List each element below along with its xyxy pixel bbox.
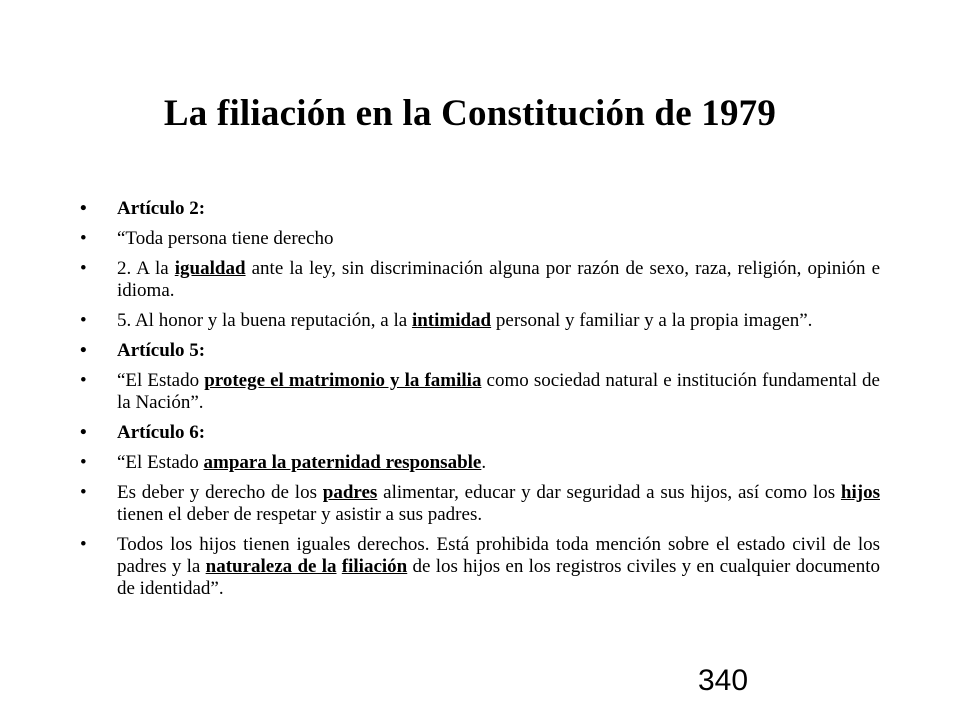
list-item: [80, 310, 880, 332]
item-text: como sociedad natural e institución fundamental de la Nación”.: [117, 370, 880, 413]
emphasized-term: intimidad: [411, 310, 492, 331]
item-text: .: [481, 452, 487, 473]
emphasized-term: protege el matrimonio y la familia: [204, 370, 482, 391]
item-text: Todos los hijos tienen iguales derechos. Está prohibida toda mención sobre el estado civil de los padres y la: [117, 534, 880, 577]
item-text: 5. Al honor y la buena reputación, a la: [117, 310, 412, 331]
article-heading: [80, 340, 880, 362]
bullet-icon: •: [80, 258, 87, 279]
bullet-icon: •: [80, 340, 87, 361]
item-text: ante la ley, sin discriminación alguna por razón de sexo, raza, religión, opinión e idioma.: [117, 258, 880, 301]
article-heading: [80, 198, 880, 220]
bullet-list: [80, 198, 880, 608]
list-item: [80, 258, 880, 302]
item-text: “El Estado: [117, 452, 204, 473]
slide-title: La filiación en la Constitución de 1979: [163, 93, 777, 134]
emphasized-term: hijos: [840, 482, 880, 503]
item-text: Artículo 2:: [117, 198, 206, 219]
item-text: Artículo 6:: [117, 422, 206, 443]
page-number: 340: [698, 664, 749, 697]
emphasized-term: filiación: [341, 556, 408, 577]
list-item: [80, 534, 880, 600]
emphasized-term: ampara la paternidad responsable: [203, 452, 482, 473]
emphasized-term: padres: [322, 482, 378, 503]
bullet-icon: •: [80, 310, 87, 331]
list-item: [80, 452, 880, 474]
item-text: “Toda persona tiene derecho: [117, 228, 334, 249]
bullet-icon: •: [80, 482, 87, 503]
emphasized-term: naturaleza de la: [205, 556, 337, 577]
item-text: Artículo 5:: [117, 340, 206, 361]
bullet-icon: •: [80, 198, 87, 219]
bullet-icon: •: [80, 422, 87, 443]
list-item: [80, 482, 880, 526]
bullet-icon: •: [80, 370, 87, 391]
item-text: 2. A la: [117, 258, 175, 279]
item-text: “El Estado: [117, 370, 205, 391]
item-text: personal y familiar y a la propia imagen”.: [491, 310, 813, 331]
list-item: [80, 370, 880, 414]
list-item: [80, 228, 880, 250]
item-text: alimentar, educar y dar seguridad a sus hijos, así como los: [377, 482, 841, 503]
item-text: Es deber y derecho de los: [117, 482, 323, 503]
bullet-icon: •: [80, 452, 87, 473]
emphasized-term: igualdad: [174, 258, 246, 279]
bullet-icon: •: [80, 534, 87, 555]
item-text: tienen el deber de respetar y asistir a sus padres.: [117, 504, 483, 525]
article-heading: [80, 422, 880, 444]
bullet-icon: •: [80, 228, 87, 249]
item-text: de los hijos en los registros civiles y en cualquier documento de identidad”.: [117, 556, 880, 599]
